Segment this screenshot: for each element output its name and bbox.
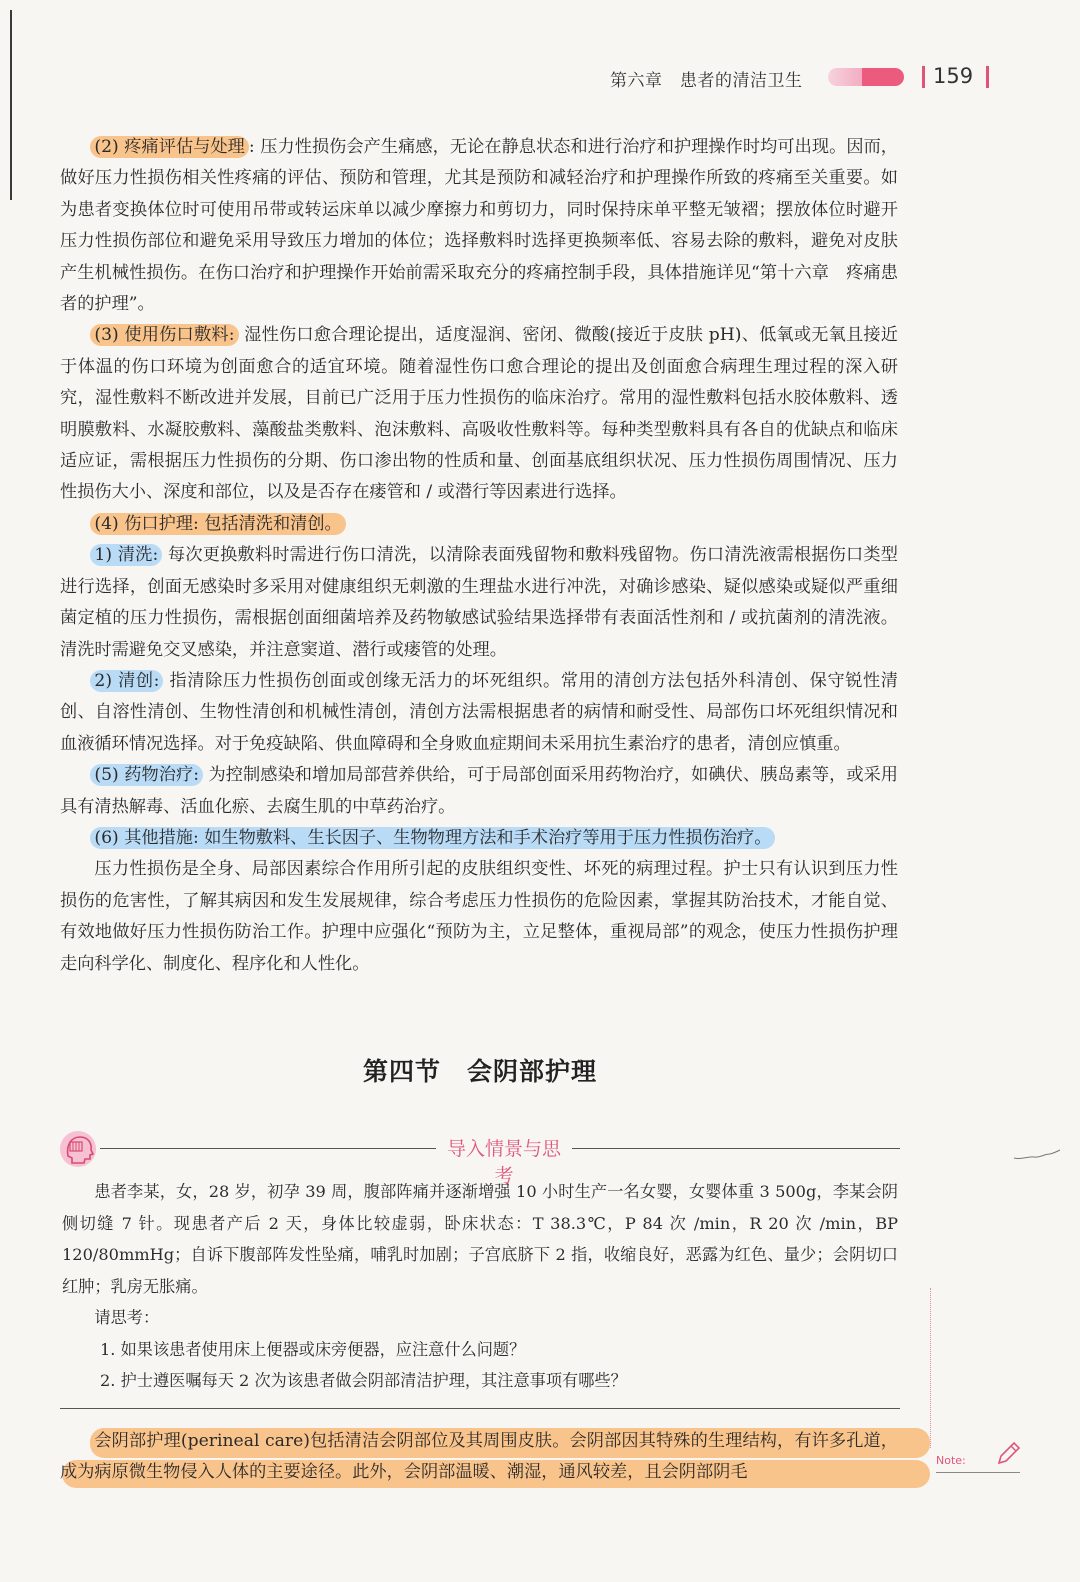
- header-rule-left: [100, 1148, 436, 1149]
- head-thinking-icon: [58, 1128, 100, 1170]
- note-label: Note:: [936, 1454, 966, 1467]
- paragraph-text: : 压力性损伤会产生痛感，无论在静息状态和进行治疗和护理操作时均可出现。因而，做好压力性损伤相关性疼痛的评估、预防和管理，尤其是预防和减轻治疗和护理操作所致的疼痛至关重要。如为患者变换体位时可使用吊带或转运床单以减少摩擦力和剪切力，同时保持床单平整无皱褶；摆放体位时避开压力性损伤部位和避免采用导致压力增加的体位；选择敷料时选择更换频率低、容易去除的敷料，避免对皮肤产生机械性损伤。在伤口治疗和护理操作开始前需采取充分的疼痛控制手段，具体措施详见“第十六章 疼痛患者的护理”。: [60, 137, 898, 315]
- case-prompt: 请思考：: [94, 1308, 160, 1327]
- section-number: 第四节: [362, 1057, 441, 1086]
- pencil-icon: [994, 1440, 1022, 1468]
- paragraph-wound-care: [60, 509, 898, 540]
- page-number: 159: [933, 64, 974, 88]
- page-edge: [10, 10, 12, 200]
- case-scenario: 患者李某，女，28 岁，初孕 39 周，腹部阵痛并逐渐增强 10 小时生产一名女婴，女婴体重 3 500g，李某会阴侧切缝 7 针。现患者产后 2 天，身体比较虚弱，卧床状态：T 38.3℃，P 84 次 /min，R 20 次 /min，BP 120/80mmHg；自诉下腹部阵发性坠痛，哺乳时加剧；子宫底脐下 2 指，收缩良好，恶露为红色、量少；会阴切口红肿；乳房无胀痛。: [62, 1182, 898, 1296]
- paragraph-text: 压力性损伤是全身、局部因素综合作用所引起的皮肤组织变性、坏死的病理过程。护士只有认识到压力性损伤的危害性，了解其病因和发生发展规律，综合考虑压力性损伤的危险因素，掌握其防治技术，才能自觉、有效地做好压力性损伤防治工作。护理中应强化“预防为主，立足整体，重视局部”的观念，使压力性损伤护理走向科学化、制度化、程序化和人性化。: [60, 859, 898, 974]
- paragraph-debridement: [60, 666, 898, 760]
- chapter-title: 第六章 患者的清洁卫生: [610, 71, 803, 91]
- tail-paragraph-container: [60, 1426, 898, 1489]
- paragraph-summary: [60, 854, 898, 980]
- header-decor-bar-dark: [862, 68, 904, 86]
- page-number-divider-right: [986, 66, 989, 88]
- paragraph-dressing: [60, 320, 898, 508]
- note-line: [936, 1472, 1020, 1473]
- case-box-bottom-rule: [60, 1408, 900, 1409]
- running-header: [600, 62, 1020, 92]
- highlight-heading: (3) 使用伤口敷料:: [90, 324, 238, 346]
- paragraph-text: 湿性伤口愈合理论提出，适度湿润、密闭、微酸(接近于皮肤 pH)、低氧或无氧且接近于体温的伤口环境为创面愈合的适宜环境。随着湿性伤口愈合理论的提出及创面愈合病理生理过程的深入研究，湿性敷料不断改进并发展，目前已广泛用于压力性损伤的临床治疗。常用的湿性敷料包括水胶体敷料、透明膜敷料、水凝胶敷料、藻酸盐类敷料、泡沫敷料、高吸收性敷料等。每种类型敷料具有各自的优缺点和临床适应证，需根据压力性损伤的分期、伤口渗出物的性质和量、创面基底组织状况、压力性损伤周围情况、压力性损伤大小、深度和部位，以及是否存在瘘管和 / 或潜行等因素进行选择。: [60, 325, 898, 503]
- margin-dotted-line: [930, 1288, 931, 1448]
- highlight-heading: (2) 疼痛评估与处理: [90, 136, 249, 158]
- case-question: 1. 如果该患者使用床上便器或床旁便器，应注意什么问题？: [100, 1339, 526, 1359]
- paragraph-cleansing: [60, 540, 898, 666]
- paragraph-pain: [60, 132, 898, 320]
- highlight-heading: (6) 其他措施: 如生物敷料、生长因子、生物物理方法和手术治疗等用于压力性损伤治疗。: [90, 827, 775, 849]
- highlight-heading: 1) 清洗:: [90, 544, 162, 566]
- highlight-heading: (5) 药物治疗:: [90, 764, 203, 786]
- paragraph-other-measures: [60, 823, 898, 854]
- paragraph-text: 每次更换敷料时需进行伤口清洗，以清除表面残留物和敷料残留物。伤口清洗液需根据伤口类型进行选择，创面无感染时多采用对健康组织无刺激的生理盐水进行冲洗，对确诊感染、疑似感染或疑似严重细菌定植的压力性损伤，需根据创面细菌培养及药物敏感试验结果选择带有表面活性剂和 / 或抗菌剂的清洗液。清洗时需避免交叉感染，并注意窦道、潜行或瘘管的处理。: [60, 545, 898, 660]
- body-text: [60, 132, 898, 980]
- margin-note: [936, 1440, 1026, 1480]
- case-box-body: [62, 1176, 898, 1397]
- header-rule-right: [572, 1148, 900, 1149]
- case-box-header: [58, 1128, 900, 1187]
- tail-paragraph: 会阴部护理(perineal care)包括清洁会阴部位及其周围皮肤。会阴部因其特殊的生理结构，有许多孔道，成为病原微生物侵入人体的主要途径。此外，会阴部温暖、潮湿，通风较差，且会阴部阴毛: [60, 1431, 898, 1483]
- section-title: 会阴部护理: [467, 1057, 598, 1086]
- highlight-heading: 2) 清创:: [90, 670, 163, 692]
- highlight-heading: (4) 伤口护理: 包括清洗和清创。: [90, 513, 345, 535]
- section-heading: [0, 1052, 960, 1088]
- paragraph-drug-therapy: [60, 760, 898, 823]
- pen-scribble-mark: [1012, 1148, 1062, 1162]
- case-question: 2. 护士遵医嘱每天 2 次为该患者做会阴部清洁护理，其注意事项有哪些？: [100, 1371, 627, 1390]
- paragraph-text: 为控制感染和增加局部营养供给，可于局部创面采用药物治疗，如碘伏、胰岛素等，或采用具有清热解毒、活血化瘀、去腐生肌的中草药治疗。: [60, 765, 898, 817]
- page-number-divider: [922, 66, 925, 88]
- paragraph-text: 指清除压力性损伤创面或创缘无活力的坏死组织。常用的清创方法包括外科清创、保守锐性清创、自溶性清创、生物性清创和机械性清创，清创方法需根据患者的病情和耐受性、局部伤口坏死组织情况和血液循环情况选择。对于免疫缺陷、供血障碍和全身败血症期间未采用抗生素治疗的患者，清创应慎重。: [60, 670, 898, 754]
- case-box-title: 导入情景与思考: [446, 1138, 561, 1187]
